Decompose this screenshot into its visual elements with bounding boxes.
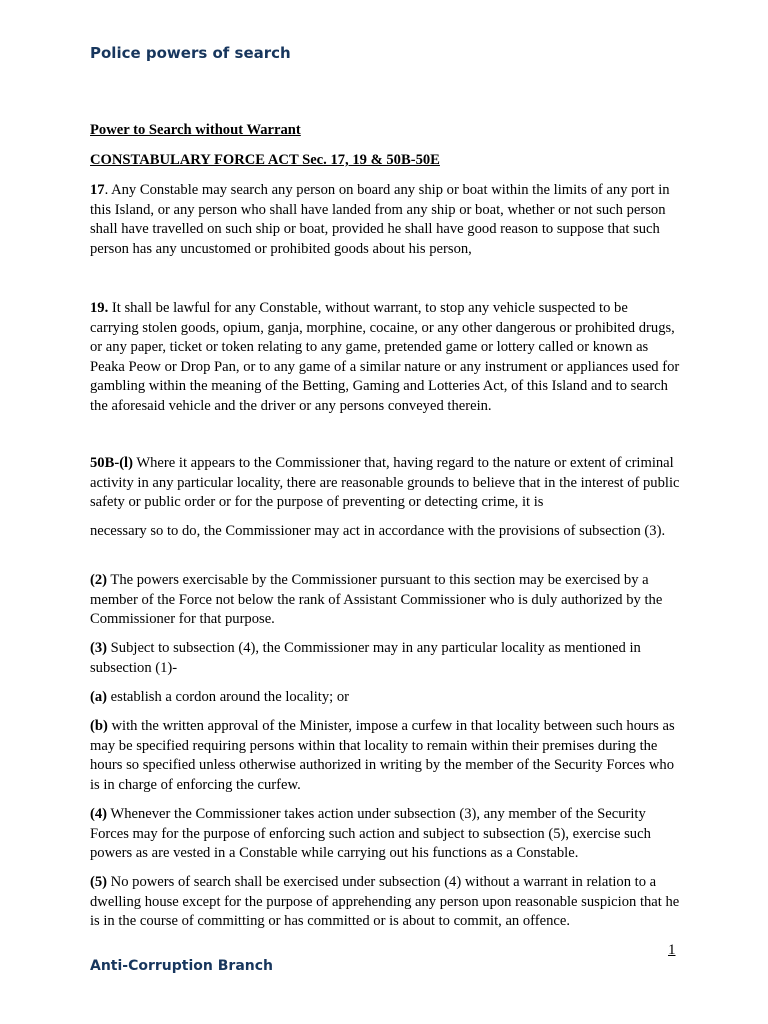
- page-header-title: Police powers of search: [90, 44, 291, 62]
- paragraph-lead: 17: [90, 182, 105, 198]
- paragraph-text: Whenever the Commissioner takes action under subsection (3), any member of the Security Forces may for the purpose of enforcing such action and subject to subsection (5), exercise such powers as are vested in a Constable while carrying out his functions as a Constable.: [90, 806, 651, 861]
- paragraph-section-19: [90, 299, 680, 416]
- paragraph-lead: (4): [90, 806, 108, 822]
- paragraph-section-50b-1-continued: [90, 522, 680, 542]
- paragraph-lead: (a): [90, 689, 108, 705]
- paragraph-text: necessary so to do, the Commissioner may act in accordance with the provisions of subsection (3).: [90, 523, 666, 539]
- paragraph-text: with the written approval of the Minister, impose a curfew in that locality between such hours as may be specified requiring persons within that locality to remain within their premises during the hours so specified unless otherwise authorized in writing by the member of the Security Forces who is in charge of enforcing the curfew.: [90, 718, 675, 793]
- paragraph-subsection-4: [90, 805, 680, 864]
- paragraph-lead: (b): [90, 718, 108, 734]
- paragraph-item-b: [90, 717, 680, 795]
- paragraph-section-17: [90, 181, 680, 259]
- paragraph-item-a: [90, 688, 680, 708]
- paragraph-text: It shall be lawful for any Constable, without warrant, to stop any vehicle suspected to be carrying stolen goods, opium, ganja, morphine, cocaine, or any other dangerous or prohibited drugs, or any paper, ticket or token relating to any game, pretended game or lottery called or known as Peaka Peow or Drop Pan, or to any game of a similar nature or any instrument or appliances used for gambling within the meaning of the Betting, Gaming and Lotteries Act, of this Island and to search the aforesaid vehicle and the driver or any persons conveyed therein.: [90, 300, 680, 414]
- page-footer-title: Anti-Corruption Branch: [90, 958, 273, 974]
- paragraph-lead: (5): [90, 874, 108, 890]
- section-heading-constabulary-act: CONSTABULARY FORCE ACT Sec. 17, 19 & 50B-50E: [90, 152, 440, 168]
- paragraph-subsection-2: [90, 571, 680, 630]
- paragraph-subsection-5: [90, 873, 680, 932]
- paragraph-lead: 19.: [90, 300, 109, 316]
- paragraph-text: . Any Constable may search any person on board any ship or boat within the limits of any port in this Island, or any person who shall have landed from any ship or boat, whether or not such person shall have travelled on such ship or boat, provided he shall have good reason to suppose that such person has any uncustomed or prohibited goods about his person,: [90, 182, 670, 257]
- page-number: 1: [668, 942, 676, 958]
- paragraph-lead: (2): [90, 572, 108, 588]
- paragraph-text: The powers exercisable by the Commissioner pursuant to this section may be exercised by a member of the Force not below the rank of Assistant Commissioner who is duly authorized by the Commissioner for that purpose.: [90, 572, 663, 627]
- paragraph-text: Where it appears to the Commissioner that, having regard to the nature or extent of criminal activity in any particular locality, there are reasonable grounds to believe that in the interest of public safety or public order or for the purpose of preventing or detecting crime, it is: [90, 455, 680, 510]
- paragraph-section-50b-1: [90, 454, 680, 513]
- paragraph-text: establish a cordon around the locality; or: [107, 689, 349, 705]
- paragraph-text: No powers of search shall be exercised under subsection (4) without a warrant in relation to a dwelling house except for the purpose of apprehending any person upon reasonable suspicion that he is in the course of committing or has committed or is about to commit, an offence.: [90, 874, 680, 929]
- paragraph-lead: 50B-(l): [90, 455, 133, 471]
- paragraph-subsection-3: [90, 639, 680, 678]
- section-heading-power-to-search: Power to Search without Warrant: [90, 122, 301, 138]
- paragraph-lead: (3): [90, 640, 108, 656]
- paragraph-text: Subject to subsection (4), the Commissioner may in any particular locality as mentioned in subsection (1)-: [90, 640, 641, 676]
